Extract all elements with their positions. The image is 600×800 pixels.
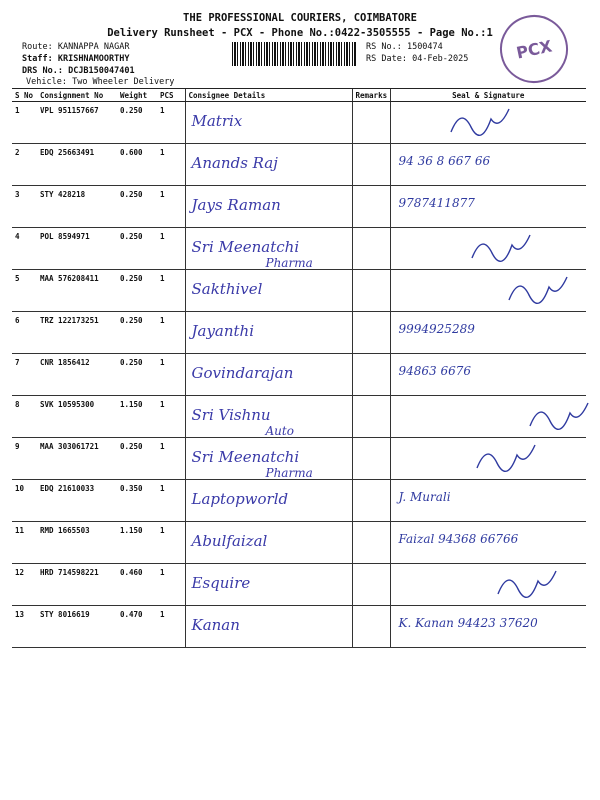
- consignee-handwriting: Esquire: [191, 574, 251, 592]
- table-row: [12, 606, 586, 648]
- row-weight: 0.250: [117, 186, 157, 228]
- rs-no-line: [366, 42, 443, 52]
- row-remarks: [352, 186, 390, 228]
- consignee-handwriting-line2: Pharma: [265, 466, 313, 480]
- signature-scribble: [391, 312, 581, 352]
- consignee-handwriting: Anands Raj: [191, 154, 278, 172]
- row-remarks: [352, 522, 390, 564]
- row-consignee-cell: [185, 480, 352, 522]
- row-consignment-no: EDQ 25663491: [37, 144, 117, 186]
- row-weight: 0.250: [117, 354, 157, 396]
- signature-scribble: [391, 480, 581, 520]
- consignee-handwriting: Laptopworld: [191, 490, 289, 508]
- row-pcs: 1: [157, 144, 185, 186]
- row-signature-cell: [390, 564, 586, 606]
- row-sno: 10: [12, 480, 37, 522]
- row-sno: 6: [12, 312, 37, 354]
- row-consignment-no: POL 8594971: [37, 228, 117, 270]
- row-sno: 8: [12, 396, 37, 438]
- route-value: KANNAPPA NAGAR: [57, 42, 130, 52]
- row-consignment-no: HRD 714598221: [37, 564, 117, 606]
- row-weight: 0.250: [117, 228, 157, 270]
- table-row: [12, 312, 586, 354]
- row-pcs: 1: [157, 354, 185, 396]
- drs-label: DRS No.:: [22, 66, 63, 76]
- staff-line: [22, 54, 130, 64]
- consignee-handwriting: Jayanthi: [191, 322, 255, 340]
- row-pcs: 1: [157, 228, 185, 270]
- row-consignee-cell: [185, 396, 352, 438]
- rs-no-label: RS No.:: [366, 42, 402, 52]
- table-header-row: [12, 89, 586, 102]
- company-title: THE PROFESSIONAL COURIERS, COIMBATORE: [183, 12, 417, 24]
- vehicle-label: Vehicle:: [26, 77, 67, 87]
- row-pcs: 1: [157, 396, 185, 438]
- row-consignment-no: CNR 1856412: [37, 354, 117, 396]
- row-consignee-cell: [185, 270, 352, 312]
- consignee-handwriting: Sri Vishnu: [191, 406, 271, 424]
- signature-note: 9994925289: [398, 322, 475, 336]
- row-consignee-cell: [185, 312, 352, 354]
- row-pcs: 1: [157, 438, 185, 480]
- col-sno: S No: [12, 89, 37, 102]
- row-signature-cell: [390, 102, 586, 144]
- row-signature-cell: [390, 270, 586, 312]
- runsheet-table: [12, 88, 586, 648]
- signature-note: 9787411877: [398, 196, 475, 210]
- drs-line: [22, 66, 135, 76]
- row-consignment-no: VPL 951157667: [37, 102, 117, 144]
- row-consignee-cell: [185, 438, 352, 480]
- row-signature-cell: [390, 480, 586, 522]
- row-consignee-cell: [185, 102, 352, 144]
- route-line: [22, 42, 130, 52]
- row-consignment-no: RMD 1665503: [37, 522, 117, 564]
- rs-date-label: RS Date:: [366, 54, 407, 64]
- signature-scribble: [391, 228, 581, 268]
- row-remarks: [352, 354, 390, 396]
- row-signature-cell: [390, 438, 586, 480]
- row-consignee-cell: [185, 564, 352, 606]
- row-pcs: 1: [157, 102, 185, 144]
- signature-scribble: [391, 102, 581, 142]
- signature-note: 94 36 8 667 66: [398, 154, 491, 168]
- row-pcs: 1: [157, 480, 185, 522]
- signature-scribble: [391, 354, 581, 394]
- signature-scribble: [391, 522, 581, 562]
- row-signature-cell: [390, 354, 586, 396]
- row-consignee-cell: [185, 186, 352, 228]
- signature-note: K. Kanan 94423 37620: [398, 616, 538, 630]
- row-weight: 0.460: [117, 564, 157, 606]
- row-consignment-no: STY 8016619: [37, 606, 117, 648]
- consignee-handwriting: Jays Raman: [191, 196, 281, 214]
- signature-scribble: [391, 606, 581, 646]
- signature-scribble: [391, 438, 581, 478]
- row-signature-cell: [390, 606, 586, 648]
- table-row: [12, 354, 586, 396]
- row-signature-cell: [390, 312, 586, 354]
- row-weight: 1.150: [117, 396, 157, 438]
- consignee-handwriting: Sri Meenatchi: [191, 238, 300, 256]
- row-sno: 3: [12, 186, 37, 228]
- consignee-handwriting: Sakthivel: [191, 280, 263, 298]
- row-weight: 0.350: [117, 480, 157, 522]
- vehicle-line: [26, 77, 174, 87]
- row-weight: 0.600: [117, 144, 157, 186]
- table-row: [12, 522, 586, 564]
- row-signature-cell: [390, 228, 586, 270]
- col-consignee: Consignee Details: [185, 89, 352, 102]
- row-consignment-no: MAA 303061721: [37, 438, 117, 480]
- staff-value: KRISHNAMOORTHY: [57, 54, 130, 64]
- table-row: [12, 396, 586, 438]
- row-sno: 5: [12, 270, 37, 312]
- consignee-handwriting: Govindarajan: [191, 364, 294, 382]
- table-row: [12, 228, 586, 270]
- row-sno: 11: [12, 522, 37, 564]
- row-remarks: [352, 312, 390, 354]
- row-remarks: [352, 102, 390, 144]
- row-consignee-cell: [185, 606, 352, 648]
- row-signature-cell: [390, 186, 586, 228]
- row-sno: 13: [12, 606, 37, 648]
- row-remarks: [352, 270, 390, 312]
- row-signature-cell: [390, 144, 586, 186]
- col-remarks: Remarks: [352, 89, 390, 102]
- row-remarks: [352, 480, 390, 522]
- row-pcs: 1: [157, 270, 185, 312]
- col-weight: Weight: [117, 89, 157, 102]
- consignee-handwriting: Abulfaizal: [191, 532, 268, 550]
- table-row: [12, 270, 586, 312]
- row-remarks: [352, 606, 390, 648]
- table-body: [12, 102, 586, 648]
- row-pcs: 1: [157, 564, 185, 606]
- signature-scribble: [391, 564, 581, 604]
- consignee-handwriting-line2: Auto: [265, 424, 294, 438]
- row-remarks: [352, 228, 390, 270]
- consignee-handwriting: Matrix: [191, 112, 243, 130]
- row-sno: 2: [12, 144, 37, 186]
- row-consignee-cell: [185, 144, 352, 186]
- signature-scribble: [391, 396, 581, 436]
- signature-scribble: [391, 270, 581, 310]
- row-weight: 1.150: [117, 522, 157, 564]
- signature-scribble: [391, 144, 581, 184]
- table-row: [12, 102, 586, 144]
- rs-no-value: 1500474: [406, 42, 443, 52]
- row-remarks: [352, 564, 390, 606]
- row-consignee-cell: [185, 522, 352, 564]
- signature-note: J. Murali: [398, 490, 451, 504]
- row-weight: 0.250: [117, 312, 157, 354]
- row-consignee-cell: [185, 354, 352, 396]
- row-weight: 0.470: [117, 606, 157, 648]
- row-pcs: 1: [157, 606, 185, 648]
- row-sno: 9: [12, 438, 37, 480]
- staff-label: Staff:: [22, 54, 53, 64]
- pcx-stamp: PCX: [494, 9, 575, 90]
- row-consignment-no: MAA 576208411: [37, 270, 117, 312]
- row-consignee-cell: [185, 228, 352, 270]
- col-consignment: Consignment No: [37, 89, 117, 102]
- route-label: Route:: [22, 42, 53, 52]
- row-consignment-no: TRZ 122173251: [37, 312, 117, 354]
- row-signature-cell: [390, 522, 586, 564]
- row-sno: 1: [12, 102, 37, 144]
- row-signature-cell: [390, 396, 586, 438]
- table-row: [12, 186, 586, 228]
- row-weight: 0.250: [117, 102, 157, 144]
- table-row: [12, 480, 586, 522]
- rs-date-line: [366, 54, 468, 64]
- row-remarks: [352, 144, 390, 186]
- table-row: [12, 438, 586, 480]
- rs-date-value: 04-Feb-2025: [412, 54, 469, 64]
- table-row: [12, 564, 586, 606]
- consignee-handwriting: Kanan: [191, 616, 240, 634]
- signature-note: Faizal 94368 66766: [398, 532, 519, 546]
- row-pcs: 1: [157, 522, 185, 564]
- row-pcs: 1: [157, 312, 185, 354]
- drs-value: DCJB150047401: [68, 66, 135, 76]
- row-consignment-no: STY 428218: [37, 186, 117, 228]
- consignee-handwriting: Sri Meenatchi: [191, 448, 300, 466]
- row-remarks: [352, 438, 390, 480]
- row-sno: 7: [12, 354, 37, 396]
- row-weight: 0.250: [117, 270, 157, 312]
- row-sno: 4: [12, 228, 37, 270]
- consignee-handwriting-line2: Pharma: [265, 256, 313, 270]
- row-pcs: 1: [157, 186, 185, 228]
- row-sno: 12: [12, 564, 37, 606]
- signature-scribble: [391, 186, 581, 226]
- table-row: [12, 144, 586, 186]
- row-consignment-no: SVK 10595300: [37, 396, 117, 438]
- col-signature: Seal & Signature: [390, 89, 586, 102]
- barcode: [232, 42, 357, 66]
- runsheet-subtitle: Delivery Runsheet - PCX - Phone No.:0422-3505555 - Page No.:1: [107, 27, 493, 39]
- row-consignment-no: EDQ 21610033: [37, 480, 117, 522]
- vehicle-value: Two Wheeler Delivery: [72, 77, 175, 87]
- signature-note: 94863 6676: [398, 364, 472, 378]
- row-remarks: [352, 396, 390, 438]
- row-weight: 0.250: [117, 438, 157, 480]
- col-pcs: PCS: [157, 89, 185, 102]
